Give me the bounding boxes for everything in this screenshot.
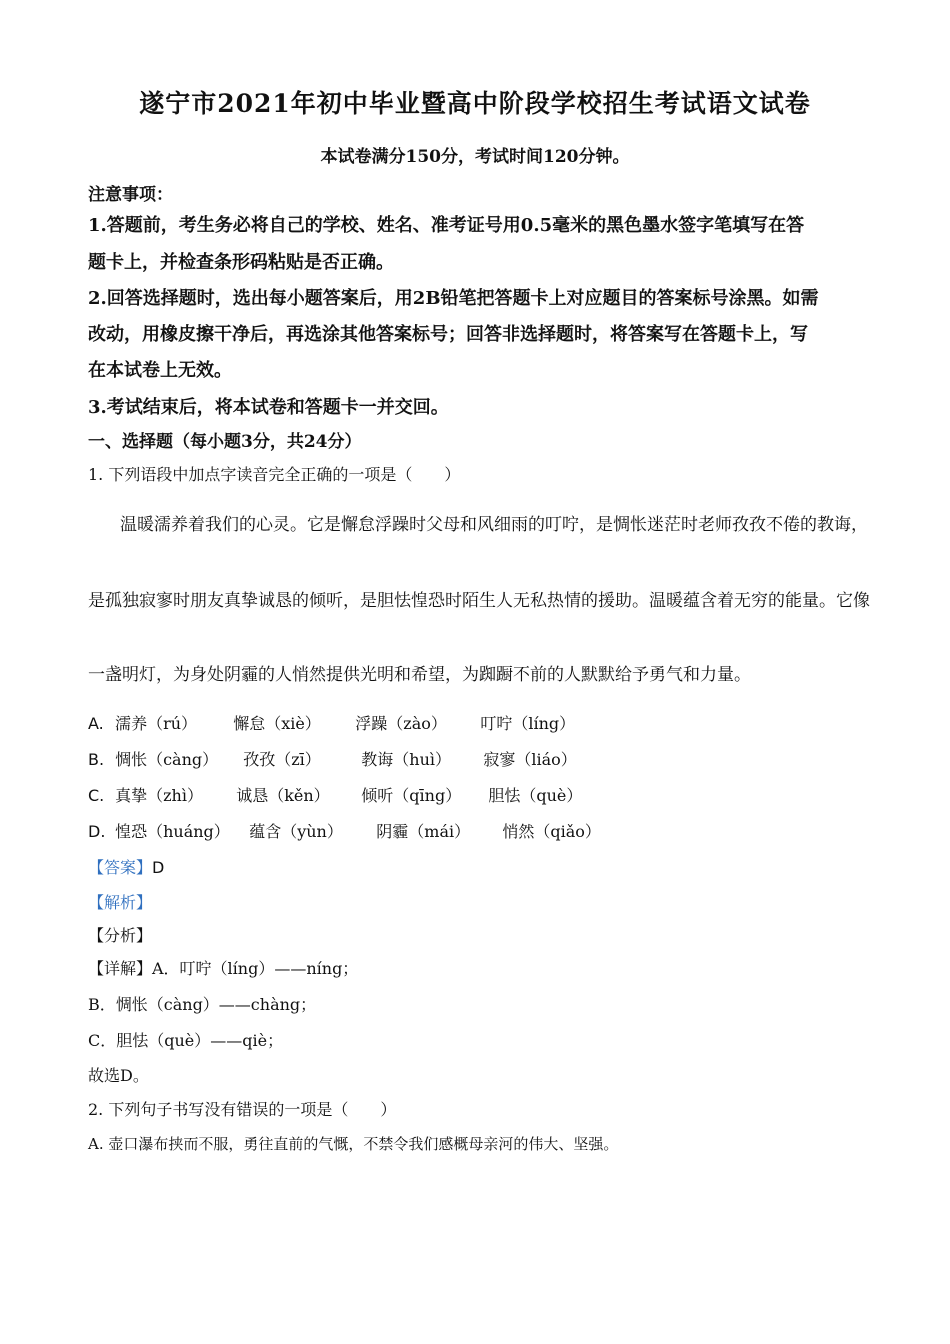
notice-line: 1.答题前，考生务必将自己的学校、姓名、准考证号用0.5毫米的黑色墨水签字笔填写在答 <box>88 215 805 236</box>
page-title: 遂宁市2021年初中毕业暨高中阶段学校招生考试语文试卷 <box>139 89 811 118</box>
detail-line: B．惆怅（càng）——chàng； <box>88 995 317 1014</box>
option-item: 孜孜（zī） <box>243 750 321 769</box>
answer-value: D <box>152 858 165 877</box>
option-item: 惶恐（huáng） <box>115 822 230 841</box>
option-a <box>88 711 575 734</box>
notice-line: 2.回答选择题时，选出每小题答案后，用2B铅笔把答题卡上对应题目的答案标号涂黑。如需 <box>88 288 819 309</box>
option-label: A. <box>88 714 104 733</box>
option-item: 阴霾（mái） <box>376 822 471 841</box>
passage-line: 一盏明灯，为身处阴霾的人悄然提供光明和希望，为踟蹰不前的人默默给予勇气和力量。 <box>88 665 751 685</box>
option-item: 诚恳（kěn） <box>236 786 330 805</box>
detail-line: 【详解】A．叮咛（líng）——níng； <box>88 959 359 978</box>
notice-heading: 注意事项： <box>88 185 173 205</box>
answer-tag: 【答案】 <box>88 858 153 877</box>
option-item: 浮躁（zào） <box>355 714 447 733</box>
option-item: 懈怠（xiè） <box>233 714 321 733</box>
passage-line: 是孤独寂寥时朋友真挚诚恳的倾听，是胆怯惶恐时陌生人无私热情的援助。温暖蕴含着无穷的能量。它像 <box>88 591 870 611</box>
question-1-stem: 1. 下列语段中加点字读音完全正确的一项是（ ） <box>88 465 461 484</box>
passage-line: 温暖濡养着我们的心灵。它是懈怠浮躁时父母和风细雨的叮咛，是惆怅迷茫时老师孜孜不倦的教诲， <box>120 515 868 535</box>
option-item: 叮咛（líng） <box>480 714 576 733</box>
exam-subtitle: 本试卷满分150分，考试时间120分钟。 <box>320 147 630 167</box>
option-item: 教诲（huì） <box>361 750 452 769</box>
notice-line: 3.考试结束后，将本试卷和答题卡一并交回。 <box>88 397 449 418</box>
option-item: 真挚（zhì） <box>115 786 203 805</box>
notice-line: 在本试卷上无效。 <box>88 360 232 381</box>
option-label: C. <box>88 786 105 805</box>
option-d <box>88 819 601 842</box>
option-item: 寂寥（liáo） <box>483 750 577 769</box>
question-2-option-a: A. 壶口瀑布挟而不服，勇往直前的气慨，不禁令我们感概母亲河的伟大、坚强。 <box>88 1135 619 1153</box>
option-item: 倾听（qīng） <box>361 786 462 805</box>
option-b <box>88 747 577 770</box>
option-label: D. <box>88 822 106 841</box>
option-c <box>88 783 582 806</box>
analysis-heading: 【分析】 <box>88 926 153 945</box>
question-2-stem: 2. 下列句子书写没有错误的一项是（ ） <box>88 1100 397 1119</box>
option-label: B. <box>88 750 105 769</box>
detail-line: C．胆怯（què）——qiè； <box>88 1031 284 1050</box>
option-item: 悄然（qiǎo） <box>502 822 601 841</box>
answer-line <box>88 855 164 878</box>
section-heading: 一、选择题（每小题3分，共24分） <box>88 432 362 452</box>
detail-line: 故选D。 <box>88 1066 149 1085</box>
option-item: 濡养（rú） <box>115 714 198 733</box>
notice-line: 题卡上，并检查条形码粘贴是否正确。 <box>88 252 394 273</box>
notice-line: 改动，用橡皮擦干净后，再选涂其他答案标号；回答非选择题时，将答案写在答题卡上，写 <box>88 324 808 345</box>
option-item: 胆怯（què） <box>488 786 583 805</box>
option-item: 惆怅（càng） <box>115 750 219 769</box>
option-item: 蕴含（yùn） <box>249 822 343 841</box>
analysis-tag: 【解析】 <box>88 893 153 912</box>
